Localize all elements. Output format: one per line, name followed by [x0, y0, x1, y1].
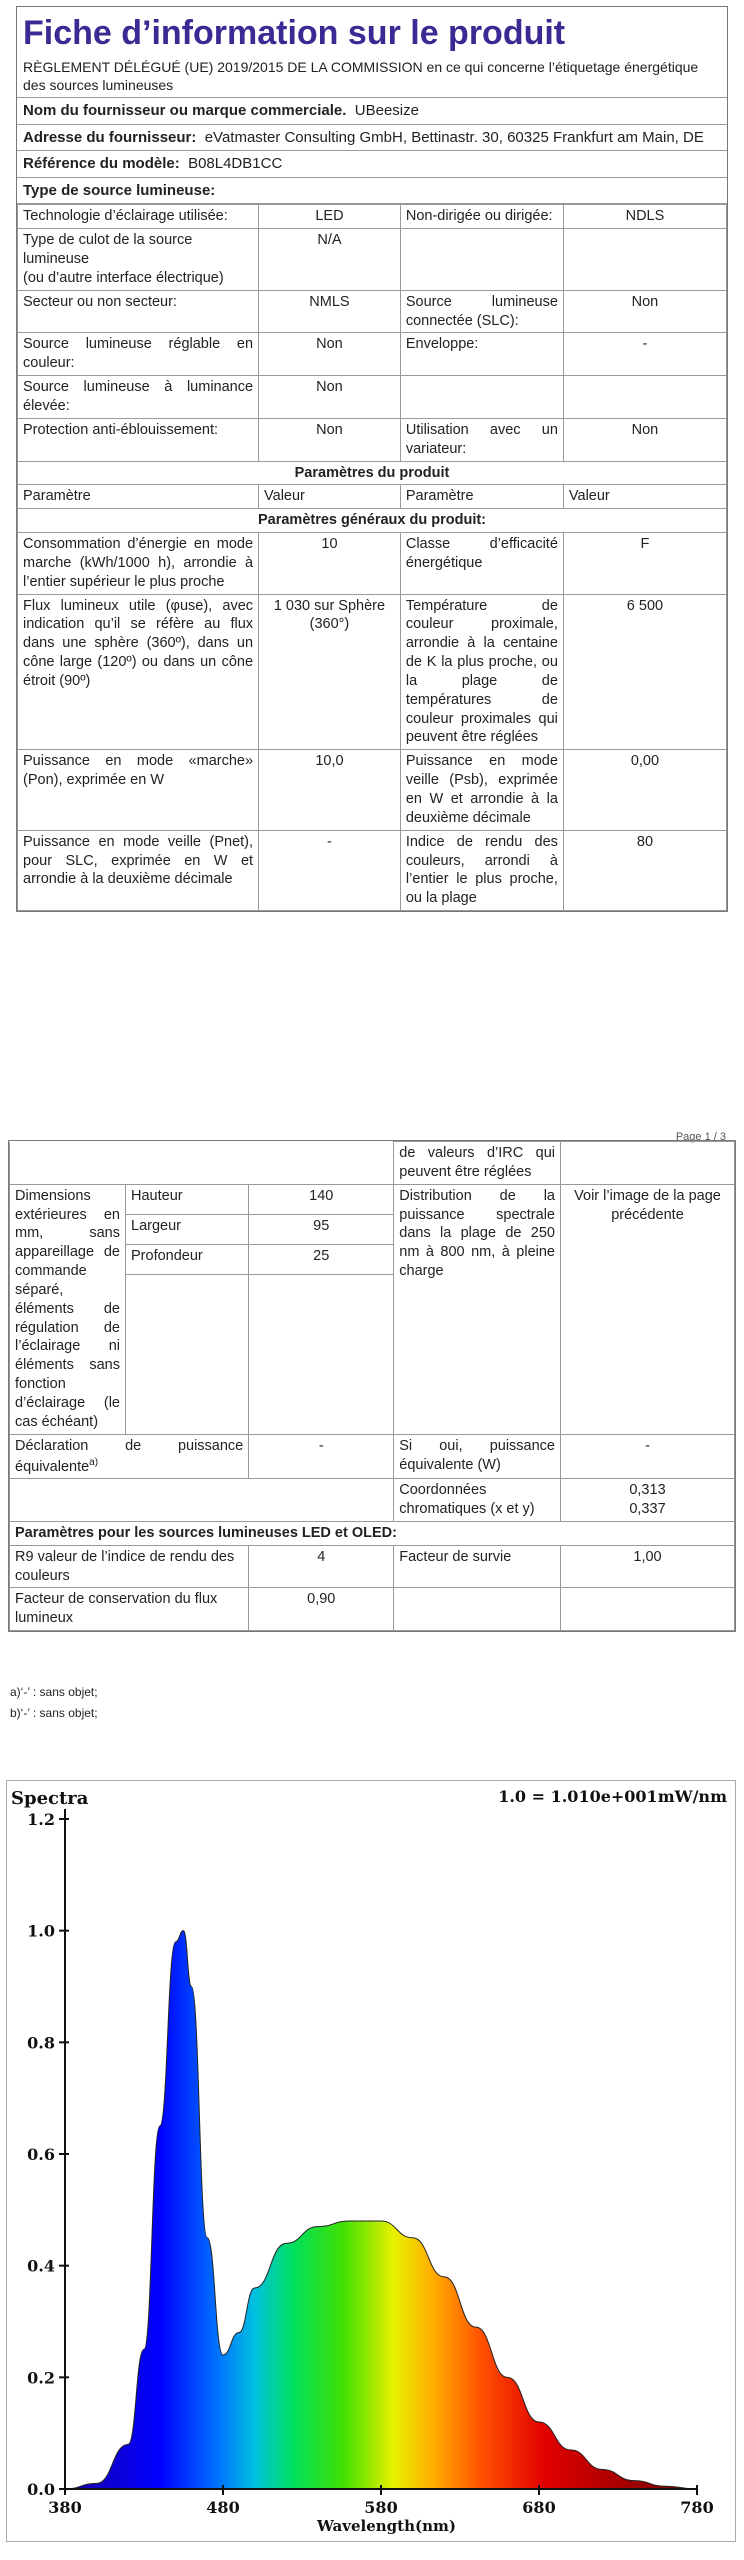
supplier-address-row	[17, 125, 727, 152]
table-row	[10, 1588, 735, 1631]
type-value: N/A	[259, 229, 401, 291]
equiv-w-value: -	[561, 1434, 735, 1479]
general-header: Paramètres généraux du produit:	[18, 509, 727, 533]
type-value: Non	[563, 290, 726, 333]
table-row	[18, 229, 727, 291]
supplier-address-label: Adresse du fournisseur:	[23, 128, 197, 146]
type-param: Enveloppe:	[400, 333, 563, 376]
blank-cell	[561, 1142, 735, 1185]
model-label: Référence du modèle:	[23, 155, 180, 173]
params-header-row	[18, 461, 727, 485]
general-value: F	[563, 533, 726, 595]
col-header-value: Valeur	[563, 485, 726, 509]
x-tick-label: 480	[206, 2498, 240, 2517]
params-header: Paramètres du produit	[18, 461, 727, 485]
type-param: Utilisation avec un variateur:	[400, 418, 563, 461]
col-header-param: Paramètre	[400, 485, 563, 509]
footnote-b: b)‘-’ : sans objet;	[10, 1706, 98, 1720]
general-value: -	[259, 830, 401, 910]
y-tick-label: 0.2	[27, 2368, 55, 2388]
r9-value: 4	[249, 1545, 394, 1588]
type-value: LED	[259, 205, 401, 229]
spectrum-area	[65, 1931, 697, 2489]
maint-value: 0,90	[249, 1588, 394, 1631]
general-param: Puissance en mode veille (Pnet), pour SLC, exprimée en W et arrondie à la deuxième décimale	[18, 830, 259, 910]
blank-cell	[10, 1479, 394, 1522]
maint-label: Facteur de conservation du flux lumineux	[10, 1588, 249, 1631]
survival-label: Facteur de survie	[394, 1545, 561, 1588]
product-info-sheet-page2	[8, 1140, 736, 1632]
supplier-address: eVatmaster Consulting GmbH, Bettinastr. 30, 60325 Frankfurt am Main, DE	[204, 128, 704, 146]
general-value: 10,0	[259, 750, 401, 830]
general-header-row	[18, 509, 727, 533]
page2-table	[9, 1141, 735, 1631]
general-value: 80	[563, 830, 726, 910]
chart-title: Spectra	[11, 1788, 89, 1809]
type-header-text: Type de source lumineuse:	[23, 181, 216, 199]
chroma-y: 0,337	[629, 1501, 666, 1518]
blank-cell	[394, 1588, 561, 1631]
type-param: Protection anti-éblouissement:	[18, 418, 259, 461]
cap-label-sub: (ou d’autre interface électrique)	[23, 269, 224, 286]
dimensions-label: Dimensions extérieures en mm, sans appareillage de commande séparé, éléments de régulation de l’éclairage ni éléments sans fonction d’éclairage (le cas échéant)	[10, 1184, 126, 1434]
general-param: Température de couleur proximale, arrondie à la centaine de K la plus proche, ou la plage de températures de couleur proximales qui peuvent être réglées	[400, 594, 563, 750]
type-value	[563, 376, 726, 419]
general-param: Classe d’efficacité énergétique	[400, 533, 563, 595]
type-param	[400, 229, 563, 291]
spd-label: Distribution de la puissance spectrale dans la plage de 250 nm à 800 nm, à pleine charge	[394, 1184, 561, 1434]
table-row	[18, 376, 727, 419]
blank-cell	[10, 1142, 394, 1185]
supplier-name-label: Nom du fournisseur ou marque commerciale.	[23, 102, 347, 120]
type-value: Non	[563, 418, 726, 461]
x-tick-label: 380	[48, 2498, 82, 2517]
table-row	[18, 594, 727, 750]
type-param: Source lumineuse à luminance élevée:	[18, 376, 259, 419]
type-param	[400, 376, 563, 419]
general-param: Puissance en mode «marche» (Pon), exprimée en W	[18, 750, 259, 830]
type-param: Technologie d’éclairage utilisée:	[18, 205, 259, 229]
dim-value: 95	[249, 1214, 394, 1244]
x-tick-label: 680	[522, 2498, 556, 2517]
model-row	[17, 151, 727, 178]
y-tick-label: 1.0	[27, 1921, 55, 1941]
led-header: Paramètres pour les sources lumineuses LED et OLED:	[10, 1521, 735, 1545]
y-tick-label: 0.0	[27, 2480, 55, 2499]
chart-scale-note: 1.0 = 1.010e+001mW/nm	[498, 1787, 727, 1806]
survival-value: 1,00	[561, 1545, 735, 1588]
irc-continued: de valeurs d’IRC qui peuvent être réglées	[394, 1142, 561, 1185]
equiv-sup: a)	[89, 1456, 99, 1468]
spd-value: Voir l’image de la page précédente	[561, 1184, 735, 1434]
col-header-value: Valeur	[259, 485, 401, 509]
table-row	[18, 333, 727, 376]
type-param: Secteur ou non secteur:	[18, 290, 259, 333]
table-row	[10, 1521, 735, 1545]
dim-name: Profondeur	[126, 1244, 249, 1274]
column-header-row	[18, 485, 727, 509]
type-table	[17, 204, 727, 911]
col-header-param: Paramètre	[18, 485, 259, 509]
product-info-sheet	[16, 6, 728, 912]
chroma-label: Coordonnées chromatiques (x et y)	[394, 1479, 561, 1522]
table-row	[18, 205, 727, 229]
type-value: NMLS	[259, 290, 401, 333]
spectrum-chart	[6, 1780, 736, 2542]
dim-name: Hauteur	[126, 1184, 249, 1214]
general-param: Puissance en mode veille (Psb), exprimée en W et arrondie à la deuxième décimale	[400, 750, 563, 830]
table-row	[18, 750, 727, 830]
table-row	[18, 533, 727, 595]
regulation-text: RÈGLEMENT DÉLÉGUÉ (UE) 2019/2015 DE LA COMMISSION en ce qui concerne l’étiquetage énergétique des sources lumineuses	[17, 55, 727, 98]
type-value: Non	[259, 376, 401, 419]
general-value: 10	[259, 533, 401, 595]
x-axis-label: Wavelength(nm)	[317, 2517, 456, 2535]
table-row	[10, 1479, 735, 1522]
page-number: Page 1 / 3	[675, 1131, 726, 1143]
table-row	[10, 1545, 735, 1588]
supplier-name-row	[17, 98, 727, 125]
footnote-a: a)‘-’ : sans objet;	[10, 1685, 98, 1699]
general-param: Indice de rendu des couleurs, arrondi à l’entier le plus proche, ou la plage	[400, 830, 563, 910]
page-title: Fiche d’information sur le produit	[23, 14, 566, 52]
table-row	[18, 290, 727, 333]
chroma-value	[561, 1479, 735, 1522]
table-row	[18, 418, 727, 461]
dim-value: 25	[249, 1244, 394, 1274]
dim-value: 140	[249, 1184, 394, 1214]
r9-label: R9 valeur de l’indice de rendu des couleurs	[10, 1545, 249, 1588]
y-tick-label: 0.6	[27, 2145, 55, 2164]
table-row	[10, 1184, 735, 1214]
blank-cell	[126, 1274, 249, 1434]
general-value: 1 030 sur Sphère (360°)	[259, 594, 401, 750]
equiv-label	[10, 1434, 249, 1479]
general-param: Consommation d’énergie en mode marche (kWh/1000 h), arrondie à l’entier supérieur le plus proche	[18, 533, 259, 595]
cap-label: Type de culot de la source lumineuse	[23, 232, 193, 268]
y-tick-label: 1.2	[27, 1810, 55, 1829]
table-row	[18, 830, 727, 910]
supplier-name: UBeesize	[354, 102, 419, 120]
general-value: 6 500	[563, 594, 726, 750]
blank-cell	[249, 1274, 394, 1434]
model-value: B08L4DB1CC	[188, 155, 283, 173]
equiv-w-label: Si oui, puissance équivalente (W)	[394, 1434, 561, 1479]
table-row	[10, 1434, 735, 1479]
dim-name: Largeur	[126, 1214, 249, 1244]
type-param: Non-dirigée ou dirigée:	[400, 205, 563, 229]
type-value: -	[563, 333, 726, 376]
type-value	[563, 229, 726, 291]
type-param: Source lumineuse réglable en couleur:	[18, 333, 259, 376]
type-value: Non	[259, 418, 401, 461]
blank-cell	[561, 1588, 735, 1631]
equiv-label-text: Déclaration de puissance équivalente	[15, 1437, 244, 1475]
equiv-value: -	[249, 1434, 394, 1479]
chroma-x: 0,313	[629, 1482, 666, 1499]
type-value: Non	[259, 333, 401, 376]
type-value: NDLS	[563, 205, 726, 229]
type-param	[18, 229, 259, 291]
y-tick-label: 0.8	[27, 2033, 55, 2053]
x-tick-label: 780	[680, 2498, 714, 2517]
general-value: 0,00	[563, 750, 726, 830]
type-header	[17, 178, 727, 205]
y-tick-label: 0.4	[27, 2256, 55, 2276]
table-row	[10, 1142, 735, 1185]
general-param: Flux lumineux utile (φuse), avec indication qu’il se réfère au flux dans une sphère (360º), dans un cône large (120º) ou dans un cône étroit (90º)	[18, 594, 259, 750]
type-param: Source lumineuse connectée (SLC):	[400, 290, 563, 333]
spectrum-svg	[7, 1781, 735, 2541]
x-tick-label: 580	[364, 2498, 398, 2517]
